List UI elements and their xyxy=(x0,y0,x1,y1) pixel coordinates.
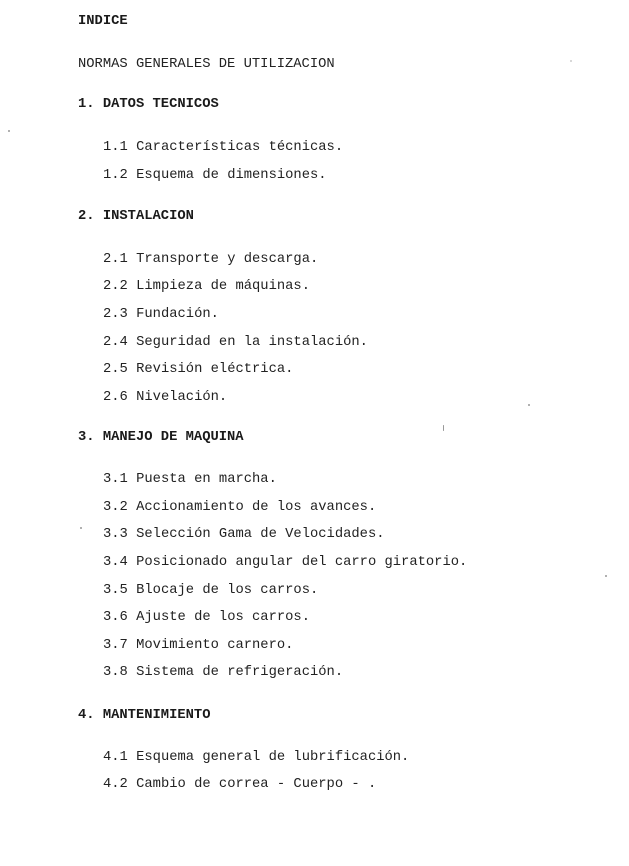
intro-line: NORMAS GENERALES DE UTILIZACION xyxy=(78,57,335,72)
toc-item: 2.2 Limpieza de máquinas. xyxy=(103,279,310,294)
toc-item: 3.5 Blocaje de los carros. xyxy=(103,583,319,598)
toc-item: 2.3 Fundación. xyxy=(103,307,219,322)
section-heading: 1. DATOS TECNICOS xyxy=(78,97,219,112)
scan-speck xyxy=(80,527,82,529)
document-title: INDICE xyxy=(78,14,128,29)
section-heading: 2. INSTALACION xyxy=(78,209,194,224)
toc-item: 3.2 Accionamiento de los avances. xyxy=(103,500,377,515)
section-heading: 3. MANEJO DE MAQUINA xyxy=(78,430,244,445)
toc-item: 2.6 Nivelación. xyxy=(103,390,228,405)
toc-item: 1.2 Esquema de dimensiones. xyxy=(103,168,327,183)
toc-item: 2.1 Transporte y descarga. xyxy=(103,252,319,267)
toc-item: 3.6 Ajuste de los carros. xyxy=(103,610,310,625)
toc-item: 3.1 Puesta en marcha. xyxy=(103,472,277,487)
scan-speck xyxy=(528,404,530,406)
toc-item: 3.4 Posicionado angular del carro giratorio. xyxy=(103,555,468,570)
scan-speck xyxy=(570,60,572,62)
toc-item: 3.7 Movimiento carnero. xyxy=(103,638,294,653)
toc-item: 1.1 Características técnicas. xyxy=(103,140,344,155)
scan-speck xyxy=(605,575,607,577)
scan-speck xyxy=(443,425,444,431)
scan-speck xyxy=(8,130,10,132)
section-heading: 4. MANTENIMIENTO xyxy=(78,708,211,723)
toc-item: 4.2 Cambio de correa - Cuerpo - . xyxy=(103,777,377,792)
toc-item: 3.3 Selección Gama de Velocidades. xyxy=(103,527,385,542)
toc-item: 3.8 Sistema de refrigeración. xyxy=(103,665,344,680)
toc-item: 4.1 Esquema general de lubrificación. xyxy=(103,750,410,765)
toc-item: 2.5 Revisión eléctrica. xyxy=(103,362,294,377)
toc-item: 2.4 Seguridad en la instalación. xyxy=(103,335,368,350)
